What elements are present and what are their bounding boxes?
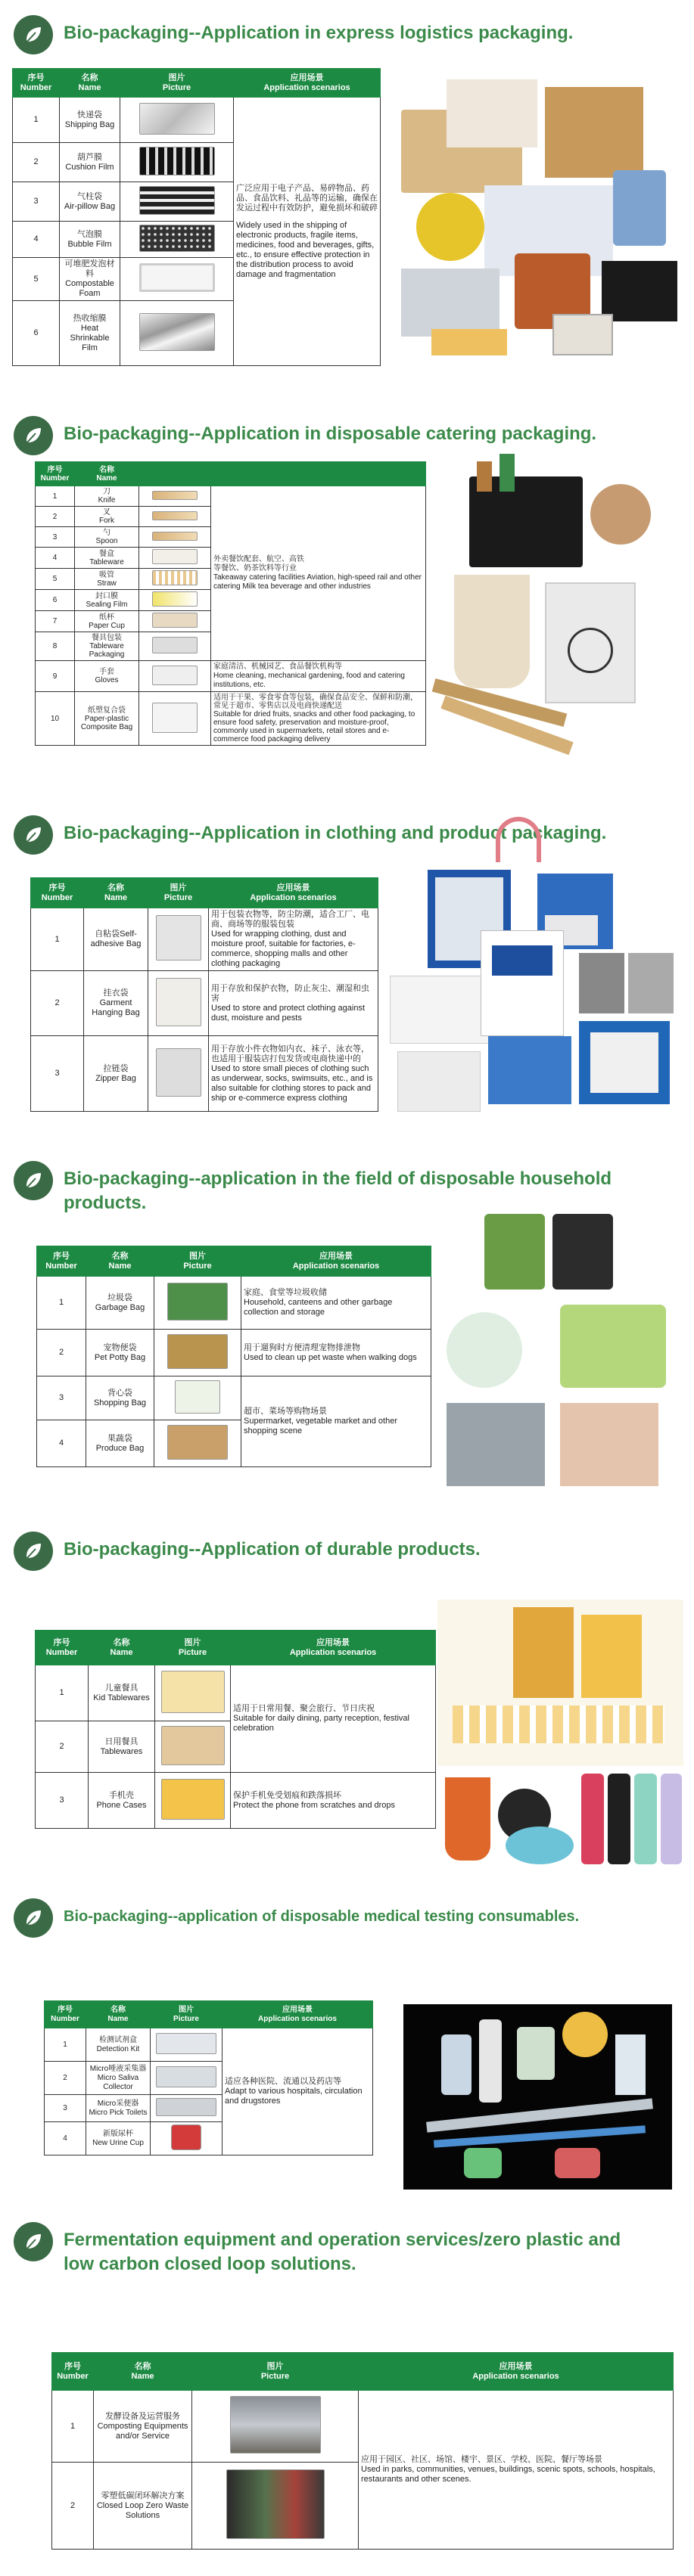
- table-row: [31, 971, 378, 1036]
- item-name-cn: 气柱袋: [77, 191, 102, 201]
- col-name-cn: 名称: [107, 883, 124, 892]
- scenario-en: Takeaway catering facilities Aviation, high-speed rail and other catering Milk tea beverage and other industries: [213, 573, 422, 591]
- item-picture: [171, 2124, 201, 2150]
- row-number: 1: [36, 486, 75, 507]
- durable-collage-image: [437, 1600, 683, 1879]
- scenario-cn: 家庭清洁、机械园艺、食品餐饮机构等: [213, 663, 342, 671]
- item-name-en: Closed Loop Zero Waste Solutions: [96, 2500, 189, 2520]
- section-title: Bio-packaging--Application in clothing and product packaging.: [64, 823, 607, 843]
- col-scenario-en: Application scenarios: [472, 2371, 559, 2381]
- scenario-en: Used to store and protect clothing against dust, moisture and pests: [211, 1003, 366, 1023]
- item-picture: [156, 915, 201, 961]
- item-name-en: New Urine Cup: [92, 2138, 144, 2147]
- scenario-en: Suitable for daily dining, party reception, festival celebration: [233, 1714, 409, 1733]
- item-picture: [139, 147, 215, 175]
- col-number-cn: 序号: [47, 465, 63, 474]
- scenario-en: Suitable for dried fruits, snacks and other food packaging, to ensure food safety, preservation and moisture-proof, commonly used in supermarkets, retail stores and e-commerce food packaging delivery: [213, 710, 415, 743]
- col-scenario-en: Application scenarios: [258, 2014, 337, 2023]
- item-name-cn: 葫芦膜: [77, 152, 102, 162]
- section-title: Bio-packaging--application of disposable medical testing consumables.: [64, 1908, 580, 1925]
- col-name-en: Name: [110, 1647, 133, 1657]
- item-name-cn: 餐盒: [99, 549, 114, 558]
- section-fermentation: [0, 2208, 694, 2576]
- row-number: 10: [36, 692, 75, 746]
- row-number: 2: [36, 1721, 89, 1773]
- row-number: 4: [36, 548, 75, 569]
- row-number: 2: [31, 971, 84, 1036]
- scenario-en: Used for wrapping clothing, dust and moisture proof, suitable for factories, e-commerce, shopping malls and other clothing packaging: [211, 930, 356, 968]
- item-name-cn: 日用餐具: [104, 1736, 138, 1746]
- item-picture: [167, 1283, 228, 1321]
- col-name-cn: 名称: [111, 1251, 129, 1261]
- leaf-logo-icon: [14, 1898, 53, 1938]
- item-name-en: Cushion Film: [65, 162, 114, 172]
- fermentation-table: [51, 2352, 674, 2550]
- col-picture-cn: 图片: [266, 2361, 284, 2371]
- section-header: [14, 1532, 684, 1571]
- item-name-cn: 零塑低碳闭环解决方案: [101, 2491, 185, 2500]
- item-name-en: Knife: [98, 496, 116, 504]
- col-scenario-cn: 应用场景: [319, 1251, 353, 1261]
- row-number: 3: [37, 1376, 86, 1420]
- item-picture: [152, 591, 198, 607]
- item-picture: [156, 978, 201, 1026]
- item-name-en: Garment Hanging Bag: [92, 998, 140, 1017]
- item-name-en: Compostable Foam: [65, 279, 114, 298]
- col-name-cn: 名称: [99, 465, 114, 474]
- col-picture-en: Picture: [162, 82, 191, 92]
- item-name-en: Produce Bag: [95, 1443, 145, 1453]
- express-table: [12, 68, 381, 366]
- col-number-cn: 序号: [48, 883, 66, 892]
- item-picture: [152, 666, 198, 685]
- item-name-en: Air-pillow Bag: [64, 201, 116, 211]
- item-picture: [139, 313, 215, 351]
- item-picture: [156, 1048, 201, 1097]
- row-number: 5: [36, 569, 75, 590]
- item-name-en: Tableware Packaging: [89, 642, 125, 659]
- scenario-cn: 广泛应用于电子产品、易碎物品、药品、食品饮料、礼品等的运输，确保在发运过程中有效防护，避免损坏和破碎: [236, 183, 378, 213]
- item-picture: [152, 491, 198, 500]
- section-title: Fermentation equipment and operation services/zero plastic and low carbon closed loop solutions.: [64, 2230, 621, 2274]
- table-row: [36, 486, 426, 507]
- catering-collage-image: [431, 454, 681, 756]
- col-name-en: Name: [96, 473, 117, 483]
- section-title: Bio-packaging--Application in disposable catering packaging.: [64, 424, 597, 444]
- table-row: [36, 661, 426, 692]
- scenario-cn: 用于存放和保护衣物，防止灰尘、潮湿和虫害: [211, 983, 369, 1003]
- item-picture: [226, 2469, 325, 2539]
- section-express: [0, 0, 694, 424]
- item-name-cn: 刀: [103, 488, 110, 496]
- scenario-cn: 用于遛狗时方便清理宠物排泄物: [244, 1342, 360, 1352]
- row-number: 1: [52, 2391, 94, 2463]
- item-name-cn: 背心袋: [107, 1388, 132, 1398]
- col-number-cn: 序号: [53, 1251, 70, 1261]
- scenario-cn: 用于存放小件衣物如内衣、袜子、泳衣等，也适用于服装店打包发货或电商快递中的: [211, 1044, 369, 1063]
- item-name-en: Detection Kit: [96, 2044, 140, 2053]
- col-name-en: Name: [107, 2014, 129, 2023]
- section-durable: [0, 1532, 694, 1925]
- col-name-cn: 名称: [134, 2361, 151, 2371]
- scenario-en: Supermarket, vegetable market and other shopping scene: [244, 1417, 398, 1435]
- section-title: Bio-packaging--application in the field of disposable household products.: [64, 1169, 612, 1213]
- col-scenario-cn: 应用场景: [316, 1637, 350, 1647]
- scenario-en: Used to clean up pet waste when walking dogs: [244, 1352, 417, 1362]
- row-number: 9: [36, 661, 75, 692]
- item-picture: [230, 2396, 321, 2453]
- item-name-en: Shopping Bag: [93, 1398, 147, 1407]
- row-number: 1: [13, 98, 60, 143]
- item-name-cn: Micro唾液采集器: [89, 2064, 147, 2073]
- item-name-cn: 拉链袋: [103, 1063, 129, 1073]
- col-picture-cn: 图片: [170, 883, 187, 892]
- col-number-cn: 序号: [64, 2361, 81, 2371]
- leaf-logo-icon: [14, 1161, 53, 1200]
- item-picture: [152, 511, 198, 520]
- scenario-cn: 用于包装衣物等，防尘防潮，适合工厂、电商、商场等的服装包装: [211, 910, 369, 929]
- item-picture: [139, 186, 215, 215]
- item-name-cn: 手套: [99, 668, 114, 676]
- table-row: [37, 1330, 431, 1376]
- clothing-table: [30, 877, 378, 1112]
- col-picture-cn: 图片: [189, 1251, 206, 1261]
- section-medical: [0, 1891, 694, 2208]
- item-picture: [167, 1334, 228, 1369]
- col-name-cn: 名称: [110, 2005, 126, 2014]
- col-name-en: Name: [78, 82, 101, 92]
- table-row: [31, 908, 378, 971]
- item-name-en: Heat Shrinkable Film: [70, 323, 110, 352]
- item-picture: [152, 637, 198, 653]
- row-number: 4: [13, 222, 60, 258]
- item-name-cn: 热收缩膜: [73, 313, 107, 323]
- col-scenario-en: Application scenarios: [289, 1647, 377, 1657]
- col-number-en: Number: [20, 82, 52, 92]
- section-header: [14, 1161, 684, 1215]
- item-picture: [161, 1726, 225, 1765]
- section-catering: [0, 401, 694, 794]
- item-name-cn: 吸管: [99, 570, 114, 579]
- row-number: 4: [45, 2122, 86, 2155]
- table-row: [37, 1376, 431, 1420]
- item-name-en: Fork: [99, 517, 114, 525]
- col-number-en: Number: [41, 892, 73, 902]
- col-scenario-cn: 应用场景: [276, 883, 310, 892]
- scenario-cn: 适应各种医院、流通以及药店等: [225, 2077, 341, 2086]
- table-row: [31, 1036, 378, 1112]
- col-picture-cn: 图片: [168, 73, 185, 82]
- scenario-en: Adapt to various hospitals, circulation and drugstores: [225, 2087, 363, 2106]
- item-name-en: Micro Saliva Collector: [97, 2073, 139, 2091]
- item-picture: [175, 1380, 220, 1414]
- item-name-en: Kid Tablewares: [93, 1693, 150, 1702]
- scenario-cn: 应用于园区、社区、场馆、楼宇、景区、学校、医院、餐厅等场景: [361, 2455, 602, 2464]
- col-number-cn: 序号: [27, 73, 45, 82]
- express-collage-image: [401, 79, 680, 355]
- col-scenario-en: Application scenarios: [263, 82, 350, 92]
- col-scenario-cn: 应用场景: [499, 2361, 533, 2371]
- scenario-en: Used in parks, communities, venues, buildings, scenic spots, schools, hospitals, restaurants and other scenes.: [361, 2465, 655, 2484]
- item-name-cn: 新版尿杯: [103, 2129, 133, 2138]
- item-name-en: Phone Cases: [96, 1800, 147, 1810]
- item-name-en: Tableware: [89, 557, 124, 566]
- item-picture: [152, 613, 198, 628]
- col-picture-en: Picture: [163, 892, 193, 902]
- item-name-cn: Micro采便器: [97, 2099, 139, 2108]
- col-number-en: Number: [45, 1647, 78, 1657]
- item-name-en: Spoon: [95, 537, 118, 545]
- scenario-cn: 适用于干果、零食零食等包装，确保食品安全、保鲜和防潮，常见于超市、零售店以及电商快递配送: [213, 694, 418, 710]
- table-row: [36, 692, 426, 746]
- table-row: [36, 1773, 436, 1829]
- item-name-en: Garbage Bag: [95, 1302, 145, 1312]
- row-number: 3: [36, 527, 75, 548]
- item-name-cn: 勺: [103, 529, 110, 537]
- table-row: [36, 1665, 436, 1721]
- item-name-en: Pet Potty Bag: [94, 1352, 146, 1362]
- item-name-en: Bubble Film: [67, 239, 112, 249]
- scenario-cn: 适用于日常用餐、聚会旅行、节日庆祝: [233, 1704, 375, 1713]
- scenario-en: Home cleaning, mechanical gardening, food and catering institutions, etc.: [213, 672, 405, 689]
- col-number-en: Number: [45, 1261, 77, 1271]
- section-header: [14, 2222, 639, 2277]
- section-header: [14, 1898, 684, 1938]
- item-name-cn: 可堆肥发泡材料: [64, 259, 115, 278]
- item-name-en: Composting Equipments and/or Service: [97, 2421, 188, 2441]
- col-scenario-en: Application scenarios: [250, 892, 337, 902]
- item-name-cn: 快递袋: [77, 110, 102, 119]
- leaf-logo-icon: [14, 815, 53, 855]
- row-number: 1: [36, 1665, 89, 1721]
- item-picture: [152, 703, 198, 733]
- item-name-en: Micro Pick Toilets: [89, 2108, 148, 2117]
- row-number: 2: [13, 143, 60, 182]
- item-picture: [152, 532, 198, 541]
- row-number: 6: [13, 301, 60, 366]
- col-number-en: Number: [51, 2014, 79, 2023]
- scenario-en: Widely used in the shipping of electronic products, fragile items, medicines, food and beverages, gifts, etc., to ensure effective protection in the distribution process to avoid damage and fragmentation: [236, 220, 375, 279]
- table-row: [13, 98, 381, 143]
- leaf-logo-icon: [14, 2222, 53, 2261]
- scenario-en: Used to store small pieces of clothing such as underwear, socks, swimsuits, etc., and is also suitable for clothing stores to pack and ship or e-commerce express clothing: [211, 1063, 373, 1103]
- leaf-logo-icon: [14, 1532, 53, 1571]
- col-picture-cn: 图片: [179, 2005, 194, 2014]
- row-number: 2: [36, 507, 75, 527]
- leaf-logo-icon: [14, 15, 53, 54]
- item-name-en: Sealing Film: [86, 600, 128, 609]
- catering-table: [35, 461, 426, 746]
- item-name-en: Zipper Bag: [95, 1073, 136, 1083]
- section-title: Bio-packaging--Application of durable products.: [64, 1539, 481, 1560]
- item-name-cn: 垃圾袋: [107, 1293, 132, 1302]
- item-name-cn: 发酵设备及运营服务: [105, 2411, 180, 2421]
- item-name-en: Shipping Bag: [64, 119, 115, 129]
- col-name-cn: 名称: [81, 73, 98, 82]
- item-picture: [161, 1671, 225, 1713]
- item-name-cn: 检测试剂盒: [99, 2035, 137, 2044]
- item-picture: [161, 1779, 225, 1820]
- item-picture: [167, 1425, 228, 1460]
- item-name-en: Straw: [97, 579, 117, 588]
- item-name-cn: 纸杯: [99, 613, 114, 622]
- scenario-cn: 超市、菜场等购物场景: [244, 1407, 327, 1416]
- row-number: 2: [37, 1330, 86, 1376]
- item-name-cn: 叉: [103, 508, 110, 517]
- row-number: 3: [13, 182, 60, 222]
- household-table: [36, 1246, 431, 1467]
- col-name-en: Name: [108, 1261, 132, 1271]
- row-number: 1: [37, 1277, 86, 1330]
- section-header: [14, 416, 684, 455]
- item-picture: [156, 2066, 216, 2087]
- col-picture-en: Picture: [173, 2014, 199, 2023]
- item-name-en: Paper Cup: [89, 621, 125, 630]
- col-number-cn: 序号: [58, 2005, 73, 2014]
- row-number: 2: [45, 2062, 86, 2095]
- section-household: [0, 1161, 694, 1524]
- col-number-en: Number: [40, 473, 70, 483]
- item-name-cn: 挂衣袋: [103, 989, 129, 998]
- item-picture: [139, 225, 215, 252]
- item-picture: [156, 2033, 216, 2054]
- item-name-cn: 手机壳: [109, 1790, 134, 1800]
- clothing-collage-image: [382, 802, 685, 1119]
- item-name-cn: 宠物便袋: [103, 1342, 137, 1352]
- table-row: [37, 1277, 431, 1330]
- row-number: 4: [37, 1420, 86, 1467]
- col-scenario-cn: 应用场景: [282, 2005, 313, 2014]
- item-name-cn: 果蔬袋: [107, 1433, 132, 1443]
- row-number: 8: [36, 632, 75, 661]
- item-picture: [152, 549, 198, 564]
- scenario-cn: 家庭、食堂等垃圾收储: [244, 1288, 327, 1297]
- row-number: 1: [45, 2028, 86, 2062]
- medical-collage-image: [403, 2004, 672, 2190]
- section-clothing: [0, 802, 694, 1157]
- row-number: 3: [36, 1773, 89, 1829]
- col-name-en: Name: [131, 2371, 154, 2381]
- row-number: 7: [36, 611, 75, 632]
- section-title: Bio-packaging--Application in express logistics packaging.: [64, 23, 574, 43]
- item-name-cn: 封口膜: [95, 591, 118, 601]
- item-name-en: Paper-plastic Composite Bag: [80, 714, 133, 731]
- item-name-en: adhesive Bag: [90, 939, 142, 948]
- household-collage-image: [447, 1214, 681, 1486]
- col-number-cn: 序号: [53, 1637, 70, 1647]
- scenario-en: Household, canteens and other garbage collection and storage: [244, 1298, 393, 1317]
- col-scenario-cn: 应用场景: [290, 73, 324, 82]
- col-picture-en: Picture: [178, 1647, 207, 1657]
- row-number: 6: [36, 590, 75, 611]
- item-picture: [139, 103, 215, 135]
- table-row: [45, 2028, 373, 2062]
- item-name-cn: 气泡膜: [77, 229, 102, 239]
- scenario-cn: 保护手机免受划痕和跌落损坏: [233, 1790, 341, 1800]
- row-number: 3: [31, 1036, 84, 1112]
- item-name-en: Gloves: [95, 676, 119, 684]
- row-number: 1: [31, 908, 84, 971]
- item-name-en: Tablewares: [100, 1746, 143, 1756]
- row-number: 5: [13, 258, 60, 301]
- row-number: 3: [45, 2095, 86, 2122]
- medical-table: [44, 2000, 373, 2155]
- item-name-cn: 纸塑复合袋: [88, 706, 126, 715]
- col-name-cn: 名称: [113, 1637, 130, 1647]
- item-name-cn: 儿童餐具: [104, 1683, 138, 1693]
- section-header: [14, 15, 684, 54]
- col-picture-en: Picture: [260, 2371, 290, 2381]
- col-name-en: Name: [104, 892, 127, 902]
- leaf-logo-icon: [14, 416, 53, 455]
- item-picture: [152, 570, 198, 585]
- durable-table: [35, 1630, 436, 1829]
- col-number-en: Number: [57, 2371, 89, 2381]
- col-scenario-en: Application scenarios: [292, 1261, 380, 1271]
- col-picture-en: Picture: [183, 1261, 212, 1271]
- scenario-en: Protect the phone from scratches and drops: [233, 1800, 396, 1810]
- scenario-cn: 外卖餐饮配套、航空、高铁等餐饮、奶茶饮料等行业: [213, 555, 304, 573]
- item-name-cn: 餐具包装: [92, 634, 122, 642]
- item-picture: [139, 263, 215, 292]
- row-number: 2: [52, 2463, 94, 2550]
- col-picture-cn: 图片: [184, 1637, 201, 1647]
- item-name-cn: 自粘袋Self-: [95, 930, 137, 939]
- table-row: [52, 2391, 674, 2463]
- item-picture: [156, 2098, 216, 2116]
